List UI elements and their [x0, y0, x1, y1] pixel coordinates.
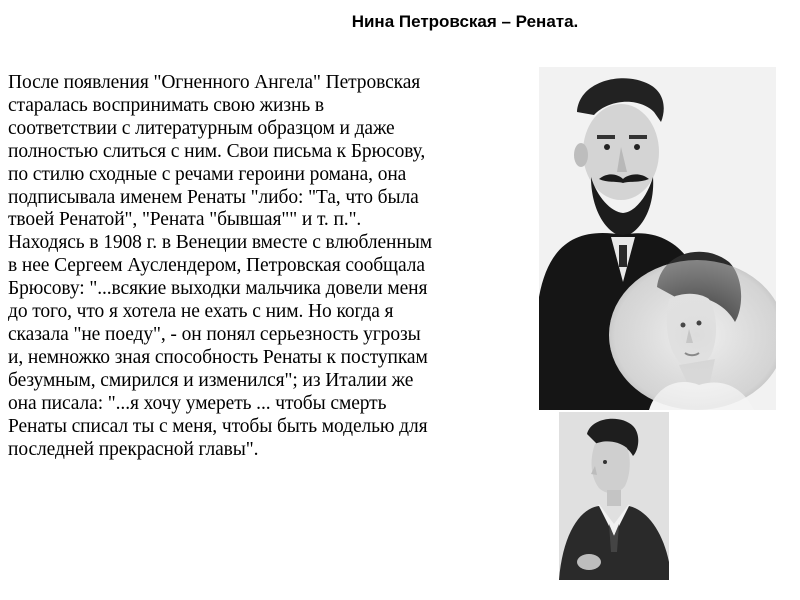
portrait-bryusov-and-petrovskaya-photo [539, 67, 776, 410]
portrait-auslender-photo [559, 412, 669, 580]
slide-title: Нина Петровская – Рената. [351, 12, 579, 31]
slide-body-text: После появления "Огненного Ангела" Петровская старалась воспринимать свою жизнь в соответствии с литературным образцом и даже полностью слиться с ним. Свои письма к Брюсову, по стилю сходные с речами героини романа, она подписывала именем Ренаты "либо: "Та, что была твоей Ренатой", "Рената "бывшая"" и т. п.". Находясь в 1908 г. в Венеции вместе с влюбленным в нее Сергеем Ауслендером, Петровская сообщала Брюсову: "...всякие выходки мальчика довели меня до того, что я хотела не ехать с ним. Но когда я сказала "не поеду", - он понял серьезность угрозы и, немножко зная способность Ренаты к поступкам безумным, смирился и изменился"; из Италии же она писала: "...я хочу умереть ... чтобы смерть Ренаты списал ты с меня, чтобы быть моделью для последней прекрасной главы". [8, 72, 432, 460]
